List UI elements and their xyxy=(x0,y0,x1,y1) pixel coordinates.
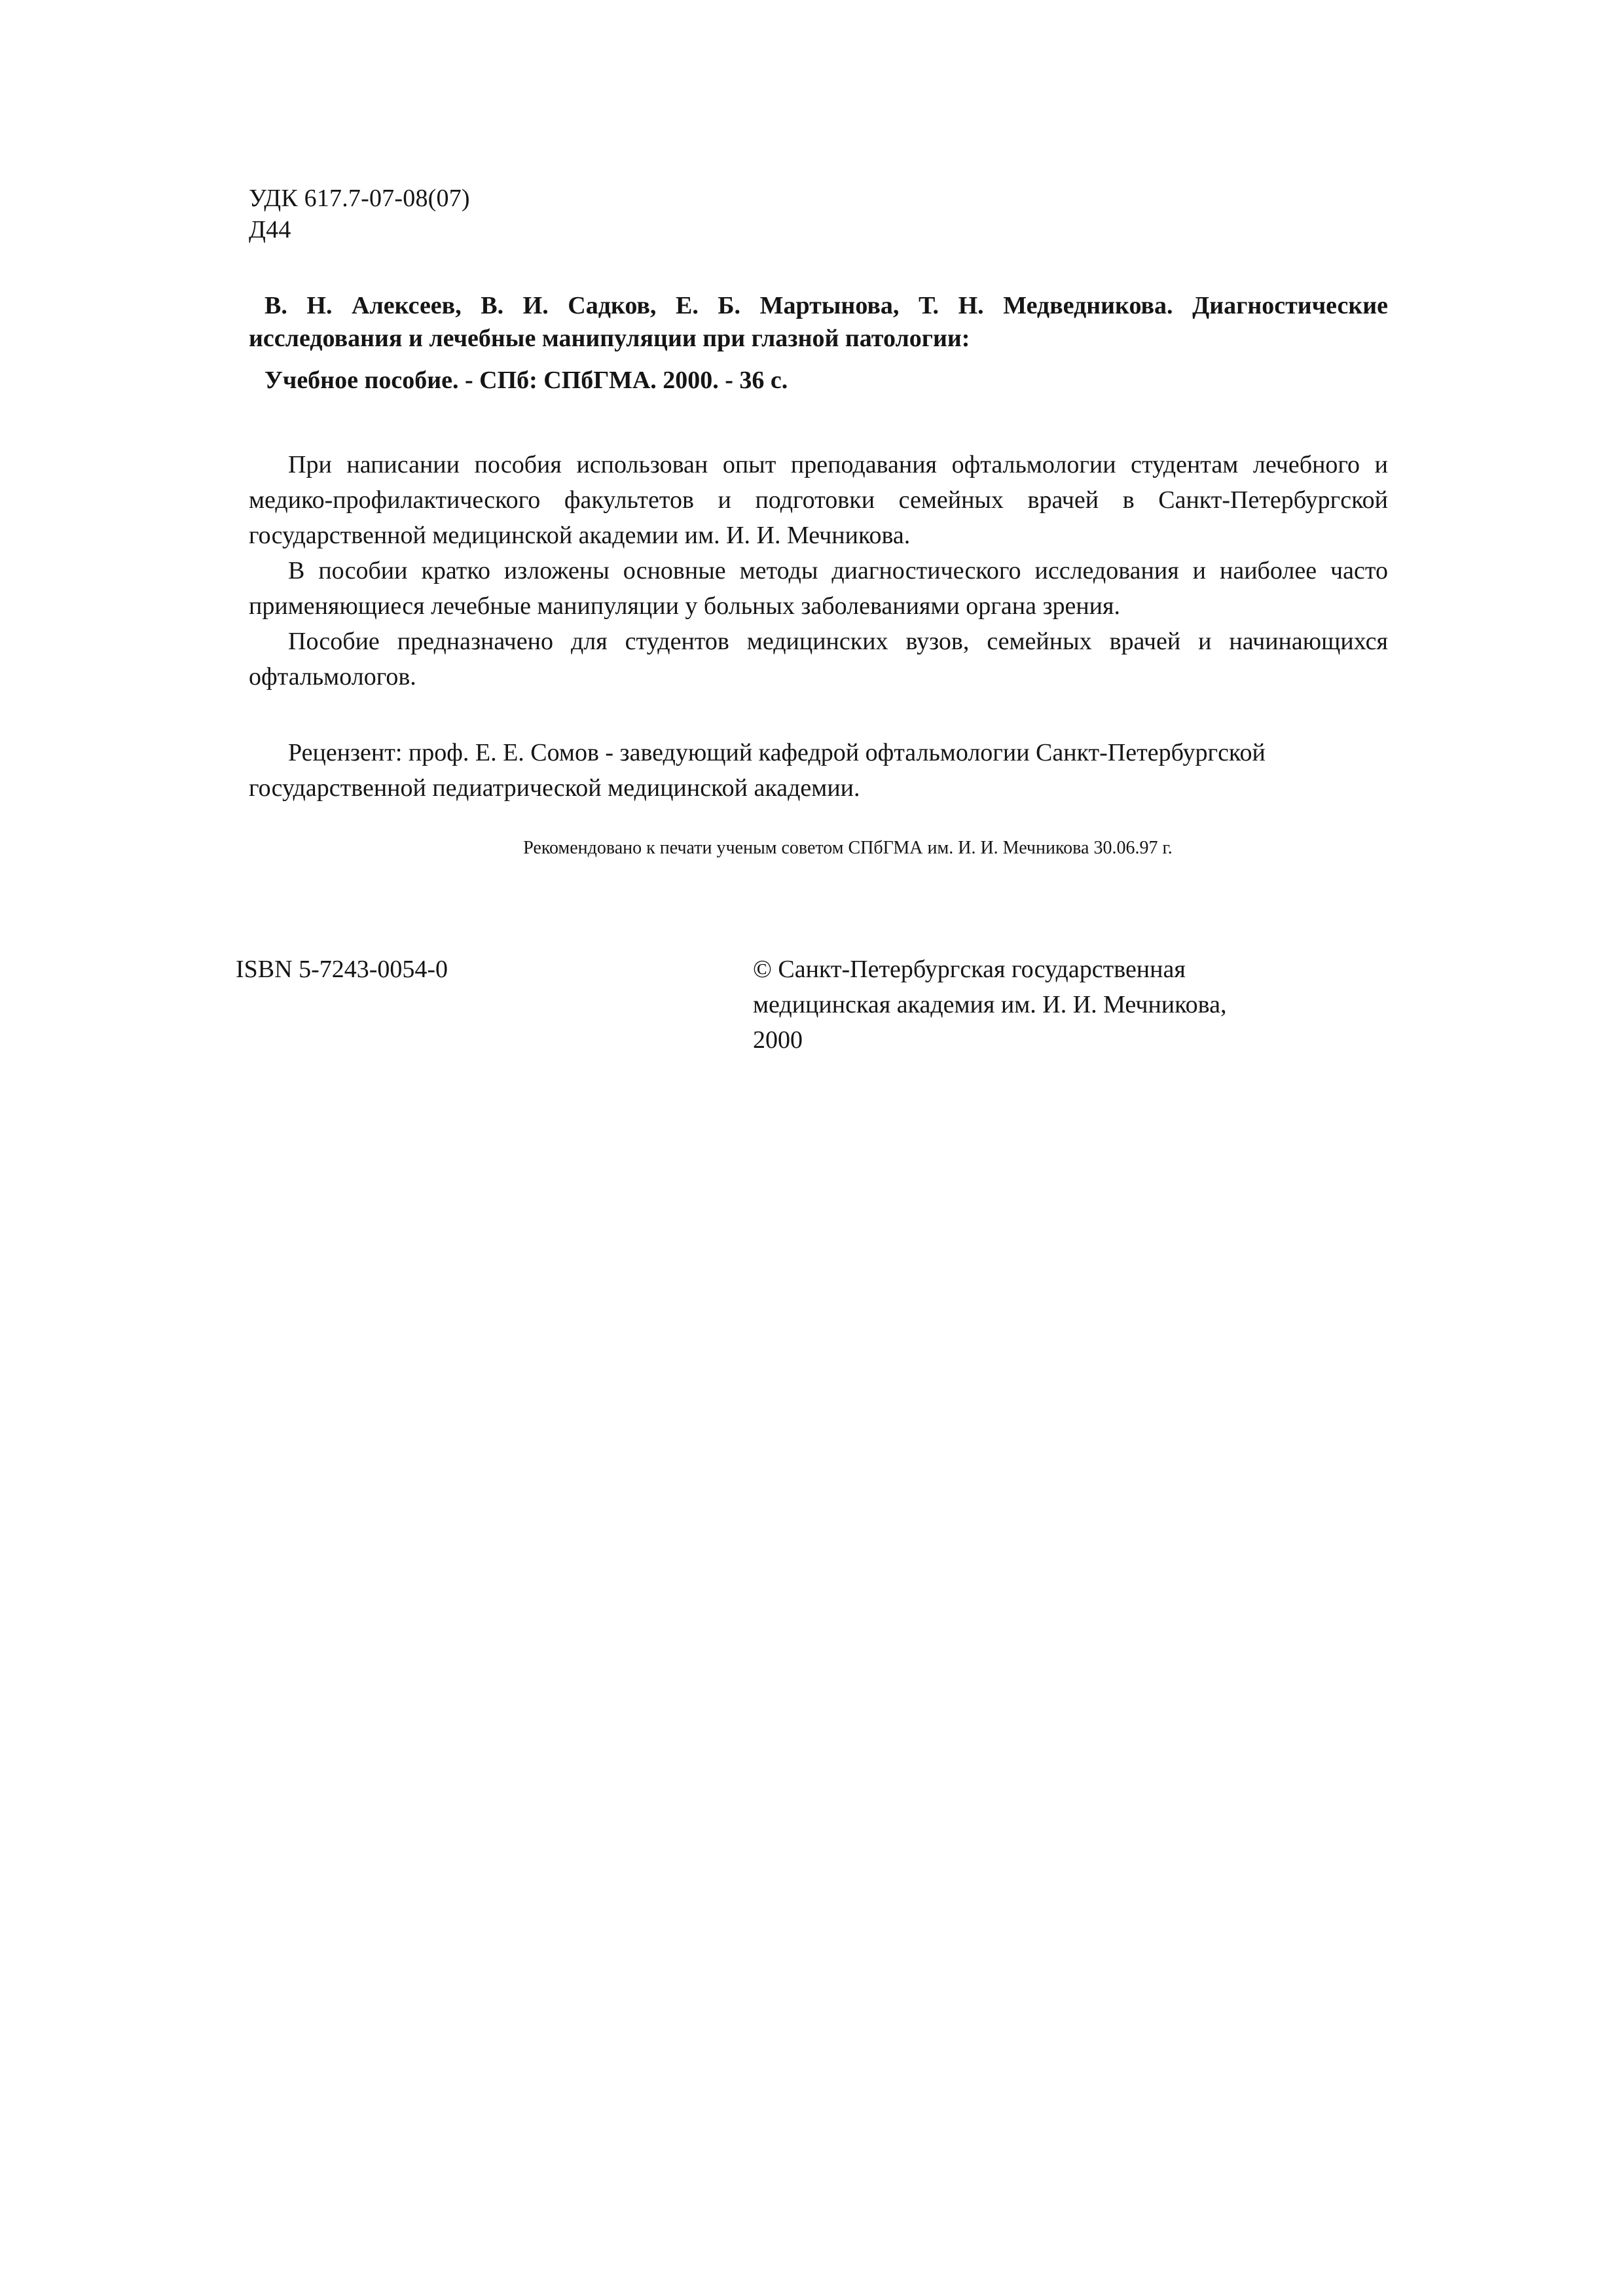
bibliographic-title-block xyxy=(249,289,1388,397)
title-edition-line: Учебное пособие. - СПб: СПбГМА. 2000. - 36 с. xyxy=(264,367,788,395)
copyright-line: © Санкт-Петербургская государственная xyxy=(753,956,1186,983)
page-content xyxy=(249,183,1388,860)
title-subject-line: исследования и лечебные манипуляции при глазной патологии: xyxy=(249,324,970,352)
udk-classification: УДК 617.7-07-08(07) xyxy=(249,185,470,212)
abstract-paragraph: При написании пособия использован опыт преподавания офтальмологии студентам лечебного и медико-профилактического факультетов и подготовки семейных врачей в Санкт-Петербургской государственной медицинской академии им. И. И. Мечникова. xyxy=(249,451,1388,550)
abstract-block xyxy=(249,448,1388,695)
abstract-paragraph: В пособии кратко изложены основные методы диагностического исследования и наиболее часто применяющиеся лечебные манипуляции у больных заболеваниями органа зрения. xyxy=(249,557,1388,620)
title-authors-line: В. Н. Алексеев, В. И. Садков, Е. Б. Мартынова, Т. Н. Медведникова. Диагностические xyxy=(264,291,1388,319)
udk-block xyxy=(249,183,1388,246)
reviewer-note: Рецензент: проф. Е. Е. Сомов - заведующий кафедрой офтальмологии Санкт-Петербургской государственной педиатрической медицинской академии. xyxy=(249,738,1266,802)
isbn-value: ISBN 5-7243-0054-0 xyxy=(236,956,448,983)
page-footer xyxy=(236,952,1408,1058)
copyright-block xyxy=(753,952,1408,1058)
udk-code: Д44 xyxy=(249,215,291,243)
recommendation-note: Рекомендовано к печати ученым советом СПбГМА им. И. И. Мечникова 30.06.97 г. xyxy=(523,837,1173,858)
abstract-paragraph: Пособие предназначено для студентов медицинских вузов, семейных врачей и начинающихся офтальмологов. xyxy=(249,627,1388,691)
copyright-year: 2000 xyxy=(753,1026,803,1054)
copyright-line: медицинская академия им. И. И. Мечникова, xyxy=(753,990,1227,1018)
